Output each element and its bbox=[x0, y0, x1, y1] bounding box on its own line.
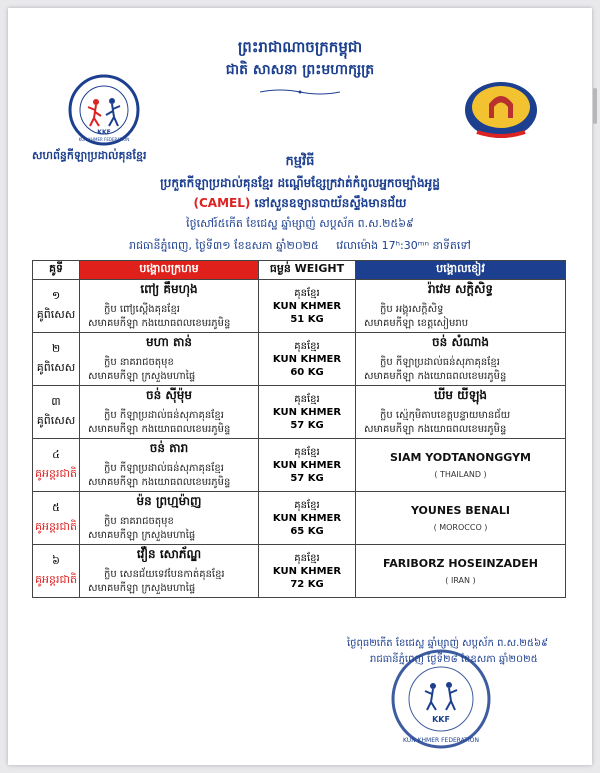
angkor-emblem-icon bbox=[463, 80, 539, 140]
weight-style-kh: គុនខ្មែរ bbox=[294, 340, 320, 352]
weight-style-kh: គុនខ្មែរ bbox=[294, 287, 320, 299]
header-bout-no: គូទី bbox=[33, 261, 80, 280]
weight-kg: 65 KG bbox=[290, 525, 324, 537]
weight-cell bbox=[259, 386, 356, 439]
weight-style-kh: គុនខ្មែរ bbox=[294, 446, 320, 458]
document-page bbox=[8, 8, 592, 765]
blue-corner-cell bbox=[356, 545, 566, 598]
bout-row bbox=[33, 280, 566, 333]
blue-fighter-club: ក្លិប កីឡាប្រដាល់ធន់សុភាគុនខ្មែរ bbox=[380, 357, 500, 368]
red-fighter-association: សមាគមកីឡា កងយោធពលខេមរភូមិន្ទ bbox=[88, 318, 231, 329]
bout-category: គូពិសេស bbox=[36, 307, 76, 321]
bout-row bbox=[33, 386, 566, 439]
blue-corner-cell bbox=[356, 439, 566, 492]
date-time-line bbox=[8, 239, 592, 255]
lunar-date-line: ថ្ងៃសៅរ៍៥កើត ខែជេស្ឋ ឆ្នាំម្សាញ់ សប្តស័ក ព.ស.២៥៦៩ bbox=[186, 217, 414, 230]
date-text: រាជធានីភ្នំពេញ, ថ្ងៃទី៣១ ខែឧសភា ឆ្នាំ២០២៥ bbox=[129, 239, 319, 252]
bout-number: ២ bbox=[51, 341, 61, 355]
red-fighter-name: ពៅ្យ គឹមហុង bbox=[140, 282, 198, 296]
blue-fighter-association: សមាគមកីឡា កងយោធពលខេមរភូមិន្ទ bbox=[364, 424, 507, 435]
bout-row bbox=[33, 439, 566, 492]
bout-number-cell bbox=[33, 492, 80, 545]
weight-cell bbox=[259, 492, 356, 545]
bout-number: ៥ bbox=[52, 500, 60, 514]
scrollbar-thumb[interactable] bbox=[593, 88, 597, 124]
weight-kg: 72 KG bbox=[290, 578, 324, 590]
blue-fighter-name: រ៉ាវេម សក្តិសិទ្ធ bbox=[427, 282, 494, 296]
blue-corner-cell bbox=[356, 386, 566, 439]
blue-fighter-association: សមាគមកីឡា ខេត្តសៀមរាប bbox=[364, 318, 469, 329]
bout-number-cell bbox=[33, 280, 80, 333]
red-corner-cell bbox=[80, 439, 259, 492]
weight-cell bbox=[259, 545, 356, 598]
blue-fighter-name: ចន់ សំណាង bbox=[432, 335, 489, 349]
blue-fighter-name: FARIBORZ HOSEINZADEH bbox=[383, 557, 538, 570]
bout-category: គូពិសេស bbox=[36, 360, 76, 374]
kkf-logo-text: KUN KHMER FEDERATION bbox=[78, 137, 130, 142]
red-corner-cell bbox=[80, 492, 259, 545]
kkf-logo-initials: KKF bbox=[97, 129, 111, 136]
red-fighter-name: ចន់ ស៊ីម៉ុម bbox=[145, 388, 193, 402]
red-corner-cell bbox=[80, 333, 259, 386]
bout-number-cell bbox=[33, 386, 80, 439]
bout-number: ៦ bbox=[52, 553, 60, 567]
federation-stamp-icon bbox=[388, 646, 494, 752]
weight-cell bbox=[259, 439, 356, 492]
bout-row bbox=[33, 492, 566, 545]
blue-fighter-country: ( MOROCCO ) bbox=[433, 523, 488, 532]
blue-fighter-country: ( IRAN ) bbox=[445, 576, 476, 585]
fight-card-table bbox=[32, 260, 566, 598]
red-corner-cell bbox=[80, 386, 259, 439]
red-fighter-name: ម៉ន ព្រហ្មម៉ាញ bbox=[136, 494, 202, 508]
red-corner-cell bbox=[80, 280, 259, 333]
bout-number-cell bbox=[33, 333, 80, 386]
red-fighter-club: ក្លិប សេនជ័យទេវបែនកាត់គុនខ្មែរ bbox=[104, 569, 225, 580]
weight-style-en: KUN KHMER bbox=[272, 459, 342, 471]
blue-fighter-name: SIAM YODTANONGGYM bbox=[389, 451, 531, 464]
event-title-line: ប្រកួតកីឡាប្រដាល់គុនខ្មែរ ដណ្ដើមខ្សែក្រវាត់កំពូលអ្នកចម្បាំងអូដ្ឋ bbox=[160, 176, 440, 190]
weight-style-en: KUN KHMER bbox=[272, 406, 342, 418]
red-fighter-association: សមាគមកីឡា ក្រសួងមហាផ្ទៃ bbox=[88, 371, 196, 382]
header-weight: ធម្ងន់ WEIGHT bbox=[259, 261, 356, 280]
bout-number-cell bbox=[33, 439, 80, 492]
blue-fighter-association: សមាគមកីឡា កងយោធពលខេមរភូមិន្ទ bbox=[364, 371, 507, 382]
bout-number-cell bbox=[33, 545, 80, 598]
weight-style-kh: គុនខ្មែរ bbox=[294, 552, 320, 564]
weight-kg: 51 KG bbox=[290, 313, 324, 325]
weight-style-en: KUN KHMER bbox=[272, 353, 342, 365]
red-fighter-name: មហា តាន់ bbox=[145, 335, 193, 349]
red-fighter-club: ក្លិប ពៅ្យស្តើងគុនខ្មែរ bbox=[104, 304, 180, 315]
blue-corner-cell bbox=[356, 333, 566, 386]
bout-row bbox=[33, 545, 566, 598]
organization-name: សហព័ន្ធកីឡាប្រដាល់គុនខ្មែរ bbox=[32, 149, 147, 162]
blue-fighter-club: ក្លិប អង្គុរសក្តិសិទ្ធ bbox=[380, 304, 444, 315]
weight-style-en: KUN KHMER bbox=[272, 565, 342, 577]
blue-fighter-name: ឃីម យីឡុង bbox=[433, 388, 488, 402]
venue-text: នៅសួនឧទ្យានបាយ័នស្ទឹងមានជ័យ bbox=[254, 196, 407, 210]
header-red-corner: បង្គោលក្រហម bbox=[80, 261, 259, 280]
stamp-text: KUN KHMER FEDERATION bbox=[403, 737, 479, 744]
weight-cell bbox=[259, 333, 356, 386]
weight-style-en: KUN KHMER bbox=[272, 300, 342, 312]
event-venue-line bbox=[8, 195, 592, 213]
weight-cell bbox=[259, 280, 356, 333]
red-fighter-name: វឿន សោភ័ណ្ឌ bbox=[136, 547, 202, 561]
time-text: វេលាម៉ោង 17ʰ:30ᵐⁿ នាទីតទៅ bbox=[336, 239, 471, 252]
red-fighter-association: សមាគមកីឡា ក្រសួងមហាផ្ទៃ bbox=[88, 530, 196, 541]
red-fighter-club: ក្លិប នាគរាជចតុមុខ bbox=[104, 516, 174, 527]
red-corner-cell bbox=[80, 545, 259, 598]
motto-heading: ជាតិ សាសនា ព្រះមហាក្សត្រ bbox=[225, 62, 375, 78]
footer-lunar-date: ថ្ងៃពុធ២កើត ខែជេស្ឋ ឆ្នាំម្សាញ់ សប្តស័ក ព.ស.២៥៦៩ bbox=[347, 638, 549, 649]
red-fighter-club: ក្លិប កីឡាប្រដាល់ធន់សុភាគុនខ្មែរ bbox=[104, 410, 224, 421]
weight-kg: 60 KG bbox=[290, 366, 324, 378]
camel-label: (CAMEL) bbox=[193, 196, 251, 210]
bout-row bbox=[33, 333, 566, 386]
blue-fighter-name: YOUNES BENALI bbox=[410, 504, 511, 517]
red-fighter-name: ចន់ តារា bbox=[149, 441, 189, 455]
weight-kg: 57 KG bbox=[290, 419, 324, 431]
blue-fighter-club: ក្លិប ស្ម៉េកុមិតាបខេត្តបន្ទាយមានជ័យ bbox=[380, 410, 511, 421]
weight-style-kh: គុនខ្មែរ bbox=[294, 393, 320, 405]
blue-corner-cell bbox=[356, 492, 566, 545]
footer-date: រាជធានីភ្នំពេញ ថ្ងៃទី២៨ ខែឧសភា ឆ្នាំ២០២៥ bbox=[370, 654, 538, 665]
weight-kg: 57 KG bbox=[290, 472, 324, 484]
bout-category: គូអន្តរជាតិ bbox=[35, 572, 77, 586]
bout-number: ៣ bbox=[51, 394, 61, 408]
blue-corner-cell bbox=[356, 280, 566, 333]
red-fighter-association: សមាគមកីឡា កងយោធពលខេមរភូមិន្ទ bbox=[88, 477, 231, 488]
bout-number: ៤ bbox=[52, 447, 60, 461]
header-blue-corner: បង្គោលខៀវ bbox=[356, 261, 566, 280]
bout-category: គូអន្តរជាតិ bbox=[35, 466, 77, 480]
red-fighter-club: ក្លិប នាគរាជចតុមុខ bbox=[104, 357, 174, 368]
program-title: កម្មវិធី bbox=[285, 154, 315, 169]
kkf-logo-icon bbox=[68, 74, 140, 146]
stamp-initials: KKF bbox=[432, 715, 450, 724]
bout-category: គូអន្តរជាតិ bbox=[35, 519, 77, 533]
ornament-divider-icon bbox=[260, 88, 340, 96]
red-fighter-club: ក្លិប កីឡាប្រដាល់ធន់សុភាគុនខ្មែរ bbox=[104, 463, 224, 474]
weight-style-en: KUN KHMER bbox=[272, 512, 342, 524]
red-fighter-association: សមាគមកីឡា កងយោធពលខេមរភូមិន្ទ bbox=[88, 424, 231, 435]
blue-fighter-country: ( THAILAND ) bbox=[434, 470, 487, 479]
bout-category: គូពិសេស bbox=[36, 413, 76, 427]
kingdom-heading: ព្រះរាជាណាចក្រកម្ពុជា bbox=[237, 38, 363, 56]
weight-style-kh: គុនខ្មែរ bbox=[294, 499, 320, 511]
red-fighter-association: សមាគមកីឡា ក្រសួងមហាផ្ទៃ bbox=[88, 583, 196, 594]
bout-number: ១ bbox=[51, 288, 61, 302]
